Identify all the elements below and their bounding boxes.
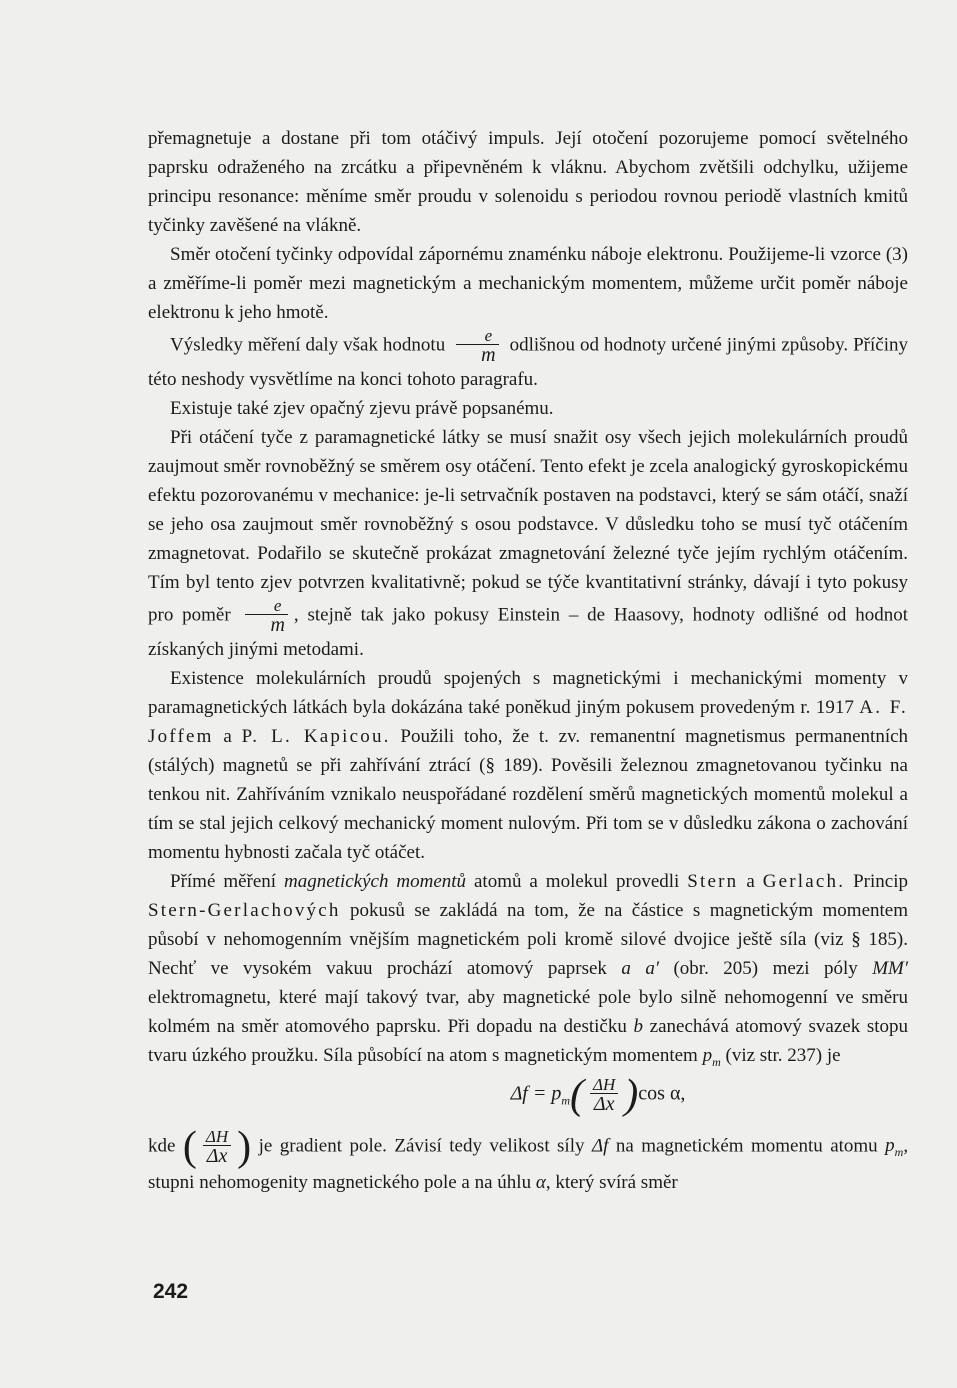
paragraph: Směr otočení tyčinky odpovídal zápornému znaménku náboje elektronu. Použijeme-li vzorce (3) a změříme-li poměr mezi magnetickým a mechanickým momentem, můžeme určit poměr náboje elektronu k jeho hmotě. bbox=[148, 244, 908, 323]
symbol: MM′ bbox=[872, 958, 909, 979]
paragraph: kde ( $\frac{\Delta H}{\Delta x}$ ) je gradient pole. Závisí tedy velikost síly Δf na magnetickém momentu atomu $p_m$, stupni nehomogenity magnetického pole a na úhlu α, který svírá směr bbox=[148, 1124, 909, 1193]
fraction-e-over-m: $\frac{e}{m}$ bbox=[456, 327, 498, 365]
paragraph: Existuje také zjev opačný zjevu právě popsanému. bbox=[170, 398, 554, 419]
body-text bbox=[148, 124, 908, 1197]
symbol: $p_m$ bbox=[885, 1135, 904, 1160]
paragraph: Výsledky měření daly však hodnotu $\frac{e}{m}$ odlišnou od hodnoty určené jinými způsoby. Příčiny této neshody vysvětlíme na konci tohoto paragrafu. bbox=[148, 326, 908, 390]
fraction-e-over-m: $\frac{e}{m}$ bbox=[245, 597, 287, 635]
fraction-dh-dx: $\frac{\Delta H}{\Delta x}$ bbox=[203, 1128, 231, 1166]
symbol: b bbox=[633, 1016, 644, 1037]
author-name: Stern-Gerlachových bbox=[148, 900, 341, 921]
equation: $\Delta f = p_m$( $\frac{\Delta H}{\Delta x}$ )cos α, bbox=[510, 1072, 686, 1118]
author-name: A. F. Joffem bbox=[148, 697, 908, 747]
fraction-dh-dx: $\frac{\Delta H}{\Delta x}$ bbox=[590, 1076, 618, 1114]
paragraph: přemagnetuje a dostane při tom otáčivý impuls. Její otočení pozorujeme pomocí světelného paprsku odraženého na zrcátku a připevněném k vláknu. Abychom zvětšili odchylku, užijeme principu resonance: měníme směr proudu v solenoidu s periodou rovnou periodě vlastních kmitů tyčinky zavěšené na vlákně. bbox=[148, 128, 908, 236]
paragraph: Přímé měření magnetických momentů atomů a molekul provedli Stern a Gerlach. Princip Stern-Gerlachových pokusů se zakládá na tom, že na částice s magnetickým momentem působí v nehomogenním vnějším magnetickém poli kromě silové dvojice ještě síla (viz § 185). Nechť ve vysokém vakuu prochází atomový paprsek a a′ (obr. 205) mezi póly MM′ elektromagnetu, které mají takový tvar, aby magnetické pole bylo silně nehomogenní ve směru kolmém na směr atomového paprsku. Při dopadu na destičku b zanechává atomový svazek stopu tvaru úzkého proužku. Síla působící na atom s magnetickým momentem $p_m$ (viz str. 237) je bbox=[148, 871, 909, 1069]
symbol: $p_m$ bbox=[702, 1045, 721, 1069]
emphasis: magnetických momentů bbox=[284, 871, 467, 892]
page-number: 242 bbox=[153, 1280, 189, 1303]
symbol: α bbox=[535, 1172, 546, 1193]
author-name: Gerlach. bbox=[762, 871, 846, 892]
paragraph: Při otáčení tyče z paramagnetické látky se musí snažit osy všech jejich molekulárních proudů zaujmout směr rovnoběžný se směrem osy otáčení. Tento efekt je zcela analogický gyroskopickému efektu pozorovanému v mechanice: je-li setrvačník postaven na podstavci, který se sám otáčí, snaží se jeho osa zaujmout směr rovnoběžný s osou podstavce. V důsledku toho se musí tyč otáčením zmagnetovat. Podařilo se skutečně prokázat zmagnetování železné tyče jejím rychlým otáčením. Tím byl tento zjev potvrzen kvalitativně; pokud se týče kvantitativní stránky, dávají i tyto pokusy pro poměr $\frac{e}{m}$ , stejně tak jako pokusy Einstein – de Haasovy, hodnoty odlišné od hodnot získaných jinými metodami. bbox=[148, 427, 908, 660]
symbol: Δf bbox=[591, 1135, 609, 1157]
symbol: a a′ bbox=[621, 958, 660, 979]
author-name: Stern bbox=[687, 871, 739, 892]
author-name: P. L. Kapicou. bbox=[241, 726, 391, 747]
paragraph: Existence molekulárních proudů spojených s magnetickými i mechanickými momenty v paramagnetických látkách byla dokázána také poněkud jiným pokusem provedeným r. 1917 A. F. Joffem a P. L. Kapicou. Použili toho, že t. zv. remanentní magnetismus permanentních (stálých) magnetů se při zahřívání ztrácí (§ 189). Pověsili železnou zmagnetovanou tyčinku na tenkou nit. Zahříváním vznikalo neuspořádané rozdělení směrů magnetických momentů molekul a tím se stal jejich celkový mechanický moment nulovým. Při tom se v důsledku zákona o zachování momentu hybnosti začala tyč otáčet. bbox=[148, 668, 909, 863]
